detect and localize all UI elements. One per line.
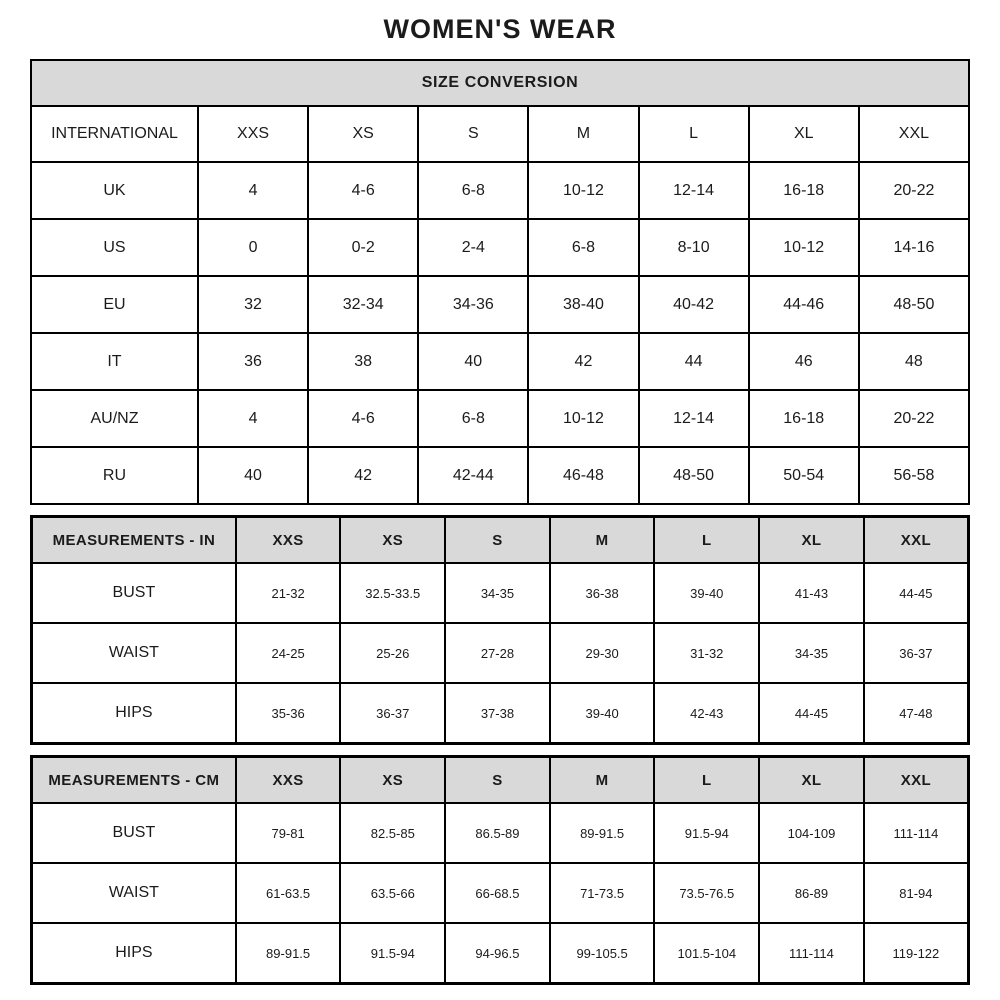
value-cell: 94-96.5	[445, 923, 550, 984]
value-cell: 81-94	[864, 863, 969, 923]
measurements-cm-table	[30, 755, 970, 985]
row-label: HIPS	[32, 923, 236, 984]
size-column-header: XXS	[198, 106, 308, 162]
value-cell: 38-40	[528, 276, 638, 333]
size-column-header: XXL	[859, 106, 969, 162]
size-column-header: M	[550, 517, 655, 564]
value-cell: 40	[198, 447, 308, 504]
value-cell: 12-14	[639, 390, 749, 447]
value-cell: 89-91.5	[236, 923, 341, 984]
table-row	[31, 162, 969, 219]
value-cell: 32.5-33.5	[340, 563, 445, 623]
table-row	[32, 683, 969, 744]
size-column-header: XXS	[236, 517, 341, 564]
value-cell: 36-37	[340, 683, 445, 744]
value-cell: 32-34	[308, 276, 418, 333]
row-label: HIPS	[32, 683, 236, 744]
value-cell: 27-28	[445, 623, 550, 683]
size-column-header: M	[550, 757, 655, 804]
size-column-header: L	[654, 757, 759, 804]
value-cell: 4	[198, 390, 308, 447]
row-label: RU	[31, 447, 198, 504]
value-cell: 56-58	[859, 447, 969, 504]
value-cell: 71-73.5	[550, 863, 655, 923]
size-column-header: L	[639, 106, 749, 162]
table-row	[32, 923, 969, 984]
value-cell: 0-2	[308, 219, 418, 276]
value-cell: 4-6	[308, 162, 418, 219]
row-label: EU	[31, 276, 198, 333]
table-spacer	[30, 745, 970, 755]
row-label: BUST	[32, 803, 236, 863]
value-cell: 39-40	[654, 563, 759, 623]
value-cell: 44-45	[759, 683, 864, 744]
value-cell: 10-12	[528, 162, 638, 219]
table-row	[31, 276, 969, 333]
value-cell: 111-114	[864, 803, 969, 863]
table-row	[31, 390, 969, 447]
value-cell: 41-43	[759, 563, 864, 623]
value-cell: 44-45	[864, 563, 969, 623]
size-column-header: XL	[759, 757, 864, 804]
measurements-cm-header-row	[32, 757, 969, 804]
size-column-header: XS	[340, 757, 445, 804]
table-row	[31, 447, 969, 504]
value-cell: 29-30	[550, 623, 655, 683]
value-cell: 16-18	[749, 390, 859, 447]
value-cell: 42-44	[418, 447, 528, 504]
row-label: AU/NZ	[31, 390, 198, 447]
table-row	[31, 219, 969, 276]
table-spacer	[30, 505, 970, 515]
value-cell: 79-81	[236, 803, 341, 863]
measurements-in-header-row	[32, 517, 969, 564]
size-conversion-header-row	[31, 106, 969, 162]
value-cell: 91.5-94	[340, 923, 445, 984]
value-cell: 48	[859, 333, 969, 390]
value-cell: 34-35	[759, 623, 864, 683]
value-cell: 86.5-89	[445, 803, 550, 863]
value-cell: 34-35	[445, 563, 550, 623]
size-conversion-table	[30, 59, 970, 505]
value-cell: 73.5-76.5	[654, 863, 759, 923]
row-header-label: INTERNATIONAL	[31, 106, 198, 162]
value-cell: 14-16	[859, 219, 969, 276]
value-cell: 50-54	[749, 447, 859, 504]
row-label: IT	[31, 333, 198, 390]
size-column-header: L	[654, 517, 759, 564]
value-cell: 66-68.5	[445, 863, 550, 923]
value-cell: 101.5-104	[654, 923, 759, 984]
value-cell: 44	[639, 333, 749, 390]
value-cell: 2-4	[418, 219, 528, 276]
size-column-header: M	[528, 106, 638, 162]
value-cell: 21-32	[236, 563, 341, 623]
value-cell: 89-91.5	[550, 803, 655, 863]
size-column-header: XL	[749, 106, 859, 162]
value-cell: 24-25	[236, 623, 341, 683]
value-cell: 46-48	[528, 447, 638, 504]
value-cell: 25-26	[340, 623, 445, 683]
value-cell: 6-8	[528, 219, 638, 276]
value-cell: 10-12	[528, 390, 638, 447]
row-label: WAIST	[32, 863, 236, 923]
value-cell: 20-22	[859, 162, 969, 219]
value-cell: 48-50	[639, 447, 749, 504]
size-column-header: S	[445, 757, 550, 804]
value-cell: 63.5-66	[340, 863, 445, 923]
size-column-header: XS	[340, 517, 445, 564]
value-cell: 37-38	[445, 683, 550, 744]
value-cell: 111-114	[759, 923, 864, 984]
value-cell: 16-18	[749, 162, 859, 219]
value-cell: 36	[198, 333, 308, 390]
value-cell: 10-12	[749, 219, 859, 276]
value-cell: 20-22	[859, 390, 969, 447]
value-cell: 38	[308, 333, 418, 390]
table-row	[32, 803, 969, 863]
row-label: BUST	[32, 563, 236, 623]
value-cell: 12-14	[639, 162, 749, 219]
value-cell: 42-43	[654, 683, 759, 744]
row-header-label: MEASUREMENTS - CM	[32, 757, 236, 804]
value-cell: 44-46	[749, 276, 859, 333]
row-label: WAIST	[32, 623, 236, 683]
size-conversion-title: SIZE CONVERSION	[31, 60, 969, 106]
measurements-cm-body	[32, 803, 969, 984]
value-cell: 39-40	[550, 683, 655, 744]
row-header-label: MEASUREMENTS - IN	[32, 517, 236, 564]
measurements-in-table	[30, 515, 970, 745]
value-cell: 48-50	[859, 276, 969, 333]
table-row	[32, 623, 969, 683]
value-cell: 6-8	[418, 390, 528, 447]
value-cell: 0	[198, 219, 308, 276]
size-column-header: S	[418, 106, 528, 162]
size-conversion-title-row	[31, 60, 969, 106]
value-cell: 4-6	[308, 390, 418, 447]
value-cell: 82.5-85	[340, 803, 445, 863]
page-title: WOMEN'S WEAR	[383, 14, 617, 44]
measurements-in-body	[32, 563, 969, 744]
value-cell: 47-48	[864, 683, 969, 744]
value-cell: 31-32	[654, 623, 759, 683]
size-column-header: XL	[759, 517, 864, 564]
value-cell: 119-122	[864, 923, 969, 984]
value-cell: 40-42	[639, 276, 749, 333]
value-cell: 32	[198, 276, 308, 333]
value-cell: 42	[308, 447, 418, 504]
value-cell: 34-36	[418, 276, 528, 333]
row-label: US	[31, 219, 198, 276]
size-column-header: XS	[308, 106, 418, 162]
value-cell: 6-8	[418, 162, 528, 219]
value-cell: 8-10	[639, 219, 749, 276]
size-column-header: XXL	[864, 517, 969, 564]
value-cell: 40	[418, 333, 528, 390]
table-row	[32, 863, 969, 923]
row-label: UK	[31, 162, 198, 219]
value-cell: 99-105.5	[550, 923, 655, 984]
value-cell: 4	[198, 162, 308, 219]
value-cell: 104-109	[759, 803, 864, 863]
size-column-header: S	[445, 517, 550, 564]
value-cell: 36-38	[550, 563, 655, 623]
value-cell: 35-36	[236, 683, 341, 744]
value-cell: 86-89	[759, 863, 864, 923]
size-column-header: XXL	[864, 757, 969, 804]
value-cell: 46	[749, 333, 859, 390]
table-row	[32, 563, 969, 623]
size-column-header: XXS	[236, 757, 341, 804]
table-row	[31, 333, 969, 390]
value-cell: 36-37	[864, 623, 969, 683]
value-cell: 61-63.5	[236, 863, 341, 923]
size-conversion-body	[31, 162, 969, 504]
value-cell: 91.5-94	[654, 803, 759, 863]
value-cell: 42	[528, 333, 638, 390]
